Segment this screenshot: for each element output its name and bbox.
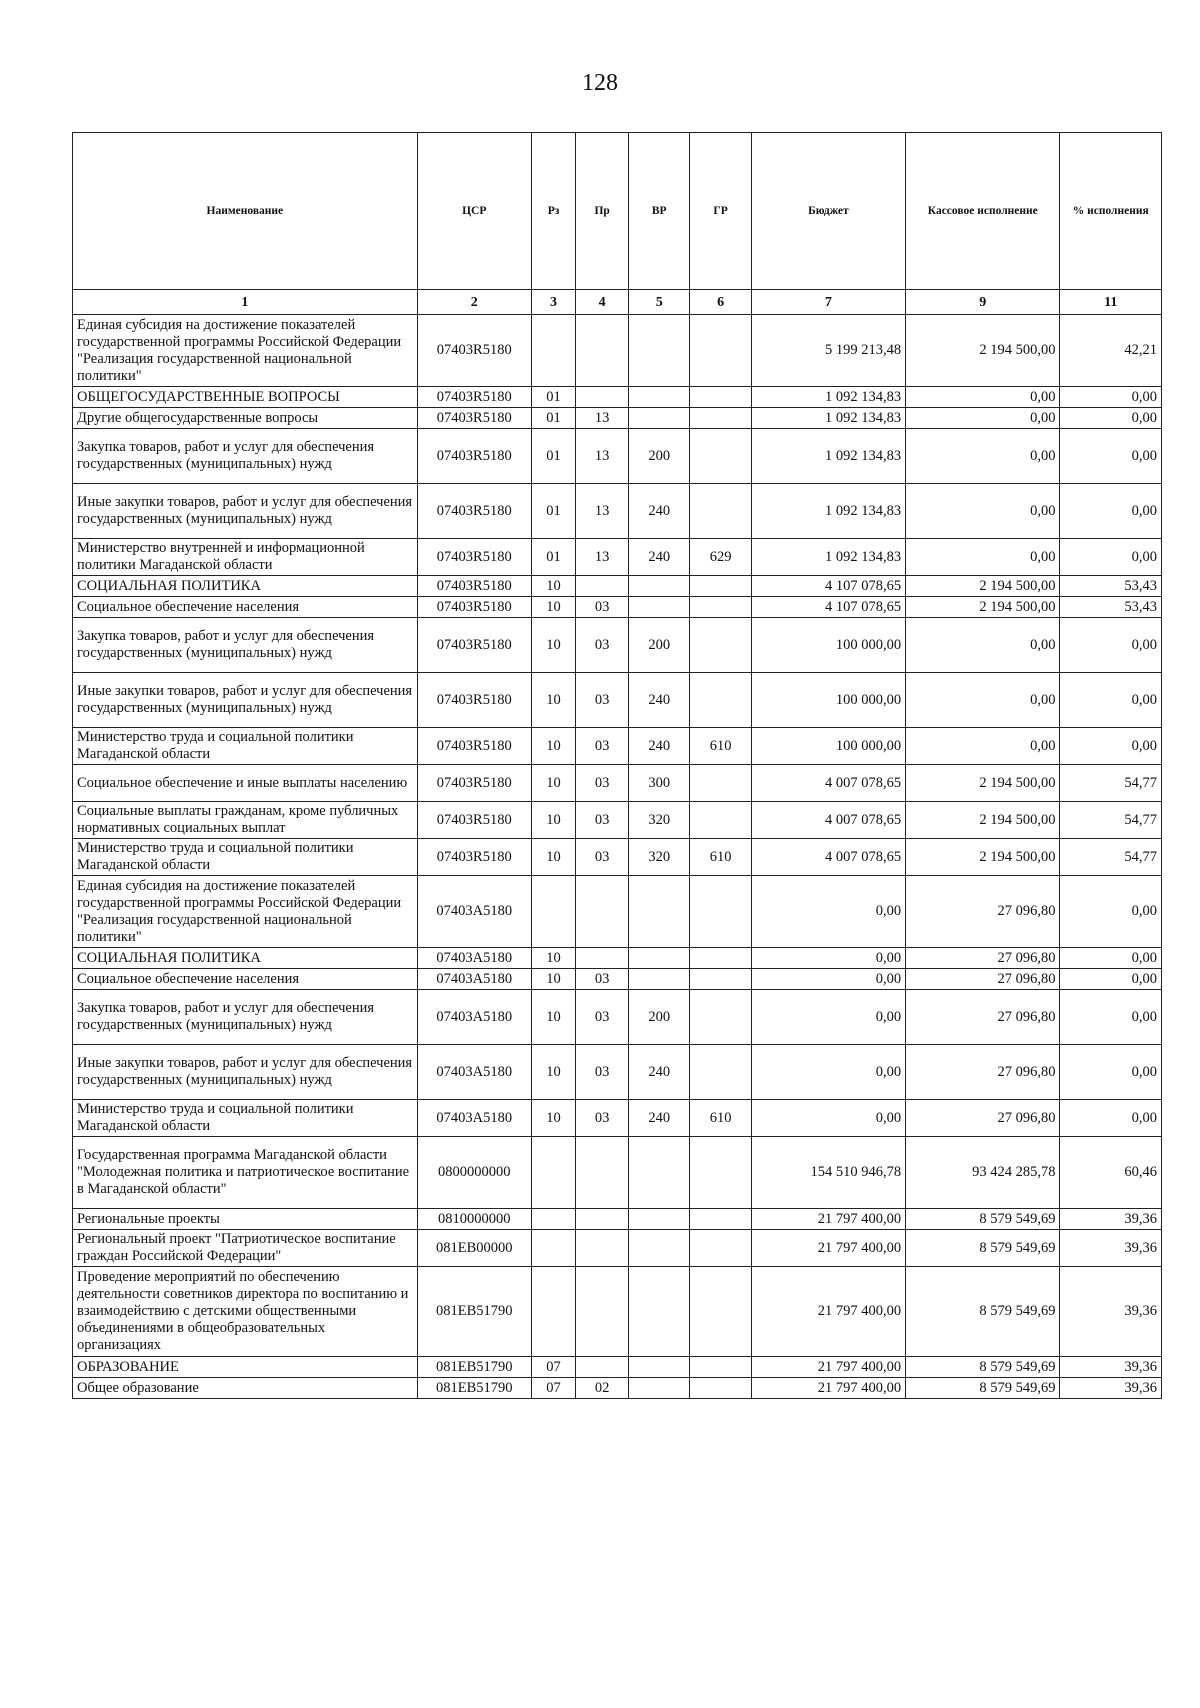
row-cash-execution: 27 096,80	[906, 876, 1060, 948]
row-pr	[576, 1357, 629, 1378]
row-percent: 53,43	[1060, 576, 1162, 597]
row-name: Иные закупки товаров, работ и услуг для обеспечения государственных (муниципальных) нужд	[73, 484, 418, 539]
row-budget: 5 199 213,48	[751, 315, 905, 387]
row-name: Единая субсидия на достижение показателей государственной программы Российской Федерации "Реализация государственной национальной политики"	[73, 315, 418, 387]
row-rz: 07	[531, 1357, 575, 1378]
row-percent: 60,46	[1060, 1137, 1162, 1209]
row-budget: 100 000,00	[751, 618, 905, 673]
row-pr	[576, 1267, 629, 1357]
row-budget: 4 007 078,65	[751, 839, 905, 876]
header-row	[73, 133, 1162, 290]
row-cash-execution: 2 194 500,00	[906, 576, 1060, 597]
row-cash-execution: 93 424 285,78	[906, 1137, 1060, 1209]
row-pr	[576, 876, 629, 948]
row-name: Министерство труда и социальной политики Магаданской области	[73, 839, 418, 876]
row-percent: 0,00	[1060, 484, 1162, 539]
page-number: 128	[582, 70, 618, 96]
row-rz: 10	[531, 728, 575, 765]
row-rz: 10	[531, 765, 575, 802]
row-name: Министерство труда и социальной политики Магаданской области	[73, 728, 418, 765]
row-vr	[629, 1378, 690, 1399]
row-name: Социальное обеспечение населения	[73, 597, 418, 618]
header-budget: Бюджет	[751, 133, 905, 290]
row-vr	[629, 387, 690, 408]
row-name: Государственная программа Магаданской области "Молодежная политика и патриотическое воспитание в Магаданской области"	[73, 1137, 418, 1209]
row-vr	[629, 969, 690, 990]
row-budget: 21 797 400,00	[751, 1209, 905, 1230]
row-vr	[629, 1230, 690, 1267]
row-cash-execution: 2 194 500,00	[906, 765, 1060, 802]
row-budget: 0,00	[751, 1100, 905, 1137]
row-cash-execution: 27 096,80	[906, 1100, 1060, 1137]
table-row	[73, 597, 1162, 618]
row-vr: 240	[629, 1045, 690, 1100]
table-row	[73, 484, 1162, 539]
header-name: Наименование	[73, 133, 418, 290]
table-row	[73, 948, 1162, 969]
row-gr	[690, 802, 751, 839]
row-vr	[629, 1209, 690, 1230]
row-percent: 53,43	[1060, 597, 1162, 618]
row-rz: 10	[531, 1045, 575, 1100]
column-number: 6	[690, 290, 751, 315]
row-name: ОБЩЕГОСУДАРСТВЕННЫЕ ВОПРОСЫ	[73, 387, 418, 408]
row-gr	[690, 1045, 751, 1100]
row-budget: 0,00	[751, 1045, 905, 1100]
row-pr: 13	[576, 429, 629, 484]
row-csr: 07403R5180	[417, 597, 531, 618]
row-budget: 21 797 400,00	[751, 1230, 905, 1267]
row-cash-execution: 27 096,80	[906, 1045, 1060, 1100]
table-row	[73, 728, 1162, 765]
row-gr	[690, 387, 751, 408]
row-pr: 03	[576, 802, 629, 839]
row-cash-execution: 0,00	[906, 673, 1060, 728]
row-csr: 07403A5180	[417, 876, 531, 948]
row-budget: 100 000,00	[751, 673, 905, 728]
row-rz: 01	[531, 387, 575, 408]
table-row	[73, 1209, 1162, 1230]
row-vr: 240	[629, 673, 690, 728]
row-cash-execution: 27 096,80	[906, 948, 1060, 969]
row-csr: 081EB00000	[417, 1230, 531, 1267]
column-number: 5	[629, 290, 690, 315]
row-percent: 0,00	[1060, 539, 1162, 576]
row-pr	[576, 948, 629, 969]
row-csr: 07403R5180	[417, 387, 531, 408]
row-budget: 0,00	[751, 990, 905, 1045]
row-rz	[531, 1267, 575, 1357]
row-name: Региональные проекты	[73, 1209, 418, 1230]
header-vr: ВР	[629, 133, 690, 290]
row-vr: 240	[629, 539, 690, 576]
header-gr: ГР	[690, 133, 751, 290]
row-vr: 320	[629, 802, 690, 839]
row-name: Закупка товаров, работ и услуг для обеспечения государственных (муниципальных) нужд	[73, 429, 418, 484]
row-gr	[690, 1209, 751, 1230]
column-number: 1	[73, 290, 418, 315]
table-row	[73, 408, 1162, 429]
header-percent-execution: % исполнения	[1060, 133, 1162, 290]
table-row	[73, 539, 1162, 576]
column-number: 9	[906, 290, 1060, 315]
row-budget: 4 007 078,65	[751, 802, 905, 839]
row-cash-execution: 2 194 500,00	[906, 315, 1060, 387]
row-vr	[629, 315, 690, 387]
row-name: Закупка товаров, работ и услуг для обеспечения государственных (муниципальных) нужд	[73, 990, 418, 1045]
row-cash-execution: 8 579 549,69	[906, 1209, 1060, 1230]
row-budget: 4 107 078,65	[751, 597, 905, 618]
row-name: Закупка товаров, работ и услуг для обеспечения государственных (муниципальных) нужд	[73, 618, 418, 673]
row-csr: 07403R5180	[417, 802, 531, 839]
row-pr: 03	[576, 1045, 629, 1100]
row-pr: 03	[576, 673, 629, 728]
row-vr	[629, 1137, 690, 1209]
row-pr: 03	[576, 969, 629, 990]
row-name: Социальные выплаты гражданам, кроме публичных нормативных социальных выплат	[73, 802, 418, 839]
row-cash-execution: 8 579 549,69	[906, 1378, 1060, 1399]
row-csr: 07403R5180	[417, 576, 531, 597]
row-budget: 1 092 134,83	[751, 539, 905, 576]
row-cash-execution: 8 579 549,69	[906, 1267, 1060, 1357]
row-rz: 10	[531, 948, 575, 969]
row-rz	[531, 876, 575, 948]
row-vr: 200	[629, 429, 690, 484]
row-percent: 39,36	[1060, 1267, 1162, 1357]
row-budget: 21 797 400,00	[751, 1357, 905, 1378]
row-name: Региональный проект "Патриотическое воспитание граждан Российской Федерации"	[73, 1230, 418, 1267]
row-percent: 0,00	[1060, 1100, 1162, 1137]
table-body	[73, 315, 1162, 1399]
row-gr	[690, 597, 751, 618]
header-rz: Рз	[531, 133, 575, 290]
row-pr	[576, 1209, 629, 1230]
row-gr	[690, 408, 751, 429]
row-name: Министерство труда и социальной политики Магаданской области	[73, 1100, 418, 1137]
row-percent: 54,77	[1060, 839, 1162, 876]
row-rz	[531, 1137, 575, 1209]
row-name: Единая субсидия на достижение показателей государственной программы Российской Федерации "Реализация государственной национальной политики"	[73, 876, 418, 948]
row-pr: 03	[576, 990, 629, 1045]
row-percent: 0,00	[1060, 429, 1162, 484]
table-row	[73, 618, 1162, 673]
table-row	[73, 429, 1162, 484]
table-row	[73, 1267, 1162, 1357]
row-gr	[690, 1230, 751, 1267]
row-gr: 610	[690, 1100, 751, 1137]
row-rz: 10	[531, 990, 575, 1045]
row-pr: 03	[576, 765, 629, 802]
column-number: 3	[531, 290, 575, 315]
table-row	[73, 969, 1162, 990]
row-budget: 100 000,00	[751, 728, 905, 765]
row-cash-execution: 2 194 500,00	[906, 802, 1060, 839]
row-vr	[629, 1267, 690, 1357]
row-name: ОБРАЗОВАНИЕ	[73, 1357, 418, 1378]
row-budget: 1 092 134,83	[751, 408, 905, 429]
table-row	[73, 1378, 1162, 1399]
row-gr	[690, 1378, 751, 1399]
row-percent: 54,77	[1060, 802, 1162, 839]
row-csr: 07403R5180	[417, 618, 531, 673]
row-rz: 01	[531, 408, 575, 429]
row-name: Иные закупки товаров, работ и услуг для обеспечения государственных (муниципальных) нужд	[73, 673, 418, 728]
row-gr	[690, 990, 751, 1045]
table-row	[73, 765, 1162, 802]
row-percent: 39,36	[1060, 1357, 1162, 1378]
row-percent: 0,00	[1060, 969, 1162, 990]
row-budget: 0,00	[751, 948, 905, 969]
row-pr	[576, 387, 629, 408]
row-budget: 1 092 134,83	[751, 387, 905, 408]
column-number: 4	[576, 290, 629, 315]
row-gr: 610	[690, 839, 751, 876]
row-cash-execution: 8 579 549,69	[906, 1357, 1060, 1378]
row-vr	[629, 876, 690, 948]
row-gr: 629	[690, 539, 751, 576]
table-row	[73, 576, 1162, 597]
row-vr: 200	[629, 618, 690, 673]
row-csr: 081EB51790	[417, 1357, 531, 1378]
row-budget: 4 007 078,65	[751, 765, 905, 802]
row-pr: 03	[576, 728, 629, 765]
table-row	[73, 1045, 1162, 1100]
row-cash-execution: 2 194 500,00	[906, 597, 1060, 618]
row-percent: 39,36	[1060, 1378, 1162, 1399]
row-csr: 07403A5180	[417, 990, 531, 1045]
row-cash-execution: 0,00	[906, 484, 1060, 539]
row-budget: 1 092 134,83	[751, 484, 905, 539]
row-vr: 200	[629, 990, 690, 1045]
row-rz	[531, 315, 575, 387]
column-number-row	[73, 290, 1162, 315]
row-csr: 07403A5180	[417, 969, 531, 990]
row-rz: 10	[531, 839, 575, 876]
row-cash-execution: 27 096,80	[906, 969, 1060, 990]
row-name: СОЦИАЛЬНАЯ ПОЛИТИКА	[73, 576, 418, 597]
row-budget: 4 107 078,65	[751, 576, 905, 597]
row-gr	[690, 1357, 751, 1378]
row-rz: 10	[531, 969, 575, 990]
row-vr	[629, 1357, 690, 1378]
row-gr	[690, 484, 751, 539]
row-rz: 10	[531, 1100, 575, 1137]
row-name: Проведение мероприятий по обеспечению деятельности советников директора по воспитанию и взаимодействию с детскими общественными объединениями в общеобразовательных организациях	[73, 1267, 418, 1357]
table-row	[73, 387, 1162, 408]
row-pr: 02	[576, 1378, 629, 1399]
row-percent: 0,00	[1060, 673, 1162, 728]
row-cash-execution: 8 579 549,69	[906, 1230, 1060, 1267]
row-pr: 13	[576, 539, 629, 576]
row-vr	[629, 576, 690, 597]
column-number: 11	[1060, 290, 1162, 315]
row-rz	[531, 1209, 575, 1230]
table-row	[73, 673, 1162, 728]
row-name: Социальное обеспечение населения	[73, 969, 418, 990]
row-csr: 07403R5180	[417, 765, 531, 802]
row-gr	[690, 765, 751, 802]
row-gr	[690, 948, 751, 969]
row-vr: 240	[629, 1100, 690, 1137]
row-gr	[690, 1267, 751, 1357]
row-csr: 07403A5180	[417, 1045, 531, 1100]
row-gr	[690, 876, 751, 948]
row-cash-execution: 0,00	[906, 618, 1060, 673]
row-vr	[629, 948, 690, 969]
row-cash-execution: 0,00	[906, 728, 1060, 765]
table-row	[73, 802, 1162, 839]
row-vr: 240	[629, 484, 690, 539]
row-cash-execution: 2 194 500,00	[906, 839, 1060, 876]
row-cash-execution: 0,00	[906, 387, 1060, 408]
row-cash-execution: 0,00	[906, 539, 1060, 576]
row-gr	[690, 618, 751, 673]
table-row	[73, 1100, 1162, 1137]
row-percent: 54,77	[1060, 765, 1162, 802]
row-pr: 13	[576, 408, 629, 429]
row-rz: 07	[531, 1378, 575, 1399]
table-row	[73, 876, 1162, 948]
row-csr: 07403R5180	[417, 408, 531, 429]
row-percent: 39,36	[1060, 1230, 1162, 1267]
row-rz: 10	[531, 618, 575, 673]
row-csr: 081EB51790	[417, 1378, 531, 1399]
row-percent: 0,00	[1060, 876, 1162, 948]
row-budget: 0,00	[751, 969, 905, 990]
row-pr	[576, 1137, 629, 1209]
row-pr: 03	[576, 597, 629, 618]
row-vr: 300	[629, 765, 690, 802]
row-percent: 0,00	[1060, 728, 1162, 765]
row-rz: 01	[531, 539, 575, 576]
table-row	[73, 990, 1162, 1045]
row-gr: 610	[690, 728, 751, 765]
row-name: Министерство внутренней и информационной политики Магаданской области	[73, 539, 418, 576]
row-csr: 07403R5180	[417, 728, 531, 765]
row-csr: 07403R5180	[417, 484, 531, 539]
row-name: Социальное обеспечение и иные выплаты населению	[73, 765, 418, 802]
row-percent: 0,00	[1060, 948, 1162, 969]
row-name: СОЦИАЛЬНАЯ ПОЛИТИКА	[73, 948, 418, 969]
header-cash-execution: Кассовое исполнение	[906, 133, 1060, 290]
row-gr	[690, 576, 751, 597]
table-row	[73, 839, 1162, 876]
row-pr: 03	[576, 1100, 629, 1137]
row-percent: 42,21	[1060, 315, 1162, 387]
row-pr	[576, 315, 629, 387]
row-rz: 10	[531, 802, 575, 839]
row-cash-execution: 0,00	[906, 429, 1060, 484]
row-percent: 0,00	[1060, 1045, 1162, 1100]
header-csr: ЦСР	[417, 133, 531, 290]
row-budget: 21 797 400,00	[751, 1267, 905, 1357]
row-gr	[690, 429, 751, 484]
column-number: 7	[751, 290, 905, 315]
row-csr: 07403A5180	[417, 1100, 531, 1137]
row-pr: 13	[576, 484, 629, 539]
row-budget: 1 092 134,83	[751, 429, 905, 484]
row-gr	[690, 969, 751, 990]
row-name: Другие общегосударственные вопросы	[73, 408, 418, 429]
row-name: Иные закупки товаров, работ и услуг для обеспечения государственных (муниципальных) нужд	[73, 1045, 418, 1100]
row-csr: 07403R5180	[417, 673, 531, 728]
row-budget: 0,00	[751, 876, 905, 948]
row-rz: 01	[531, 484, 575, 539]
row-pr	[576, 576, 629, 597]
row-budget: 21 797 400,00	[751, 1378, 905, 1399]
row-cash-execution: 27 096,80	[906, 990, 1060, 1045]
row-pr: 03	[576, 839, 629, 876]
row-pr: 03	[576, 618, 629, 673]
row-csr: 0810000000	[417, 1209, 531, 1230]
budget-execution-table	[72, 132, 1162, 1399]
row-percent: 0,00	[1060, 408, 1162, 429]
row-name: Общее образование	[73, 1378, 418, 1399]
row-percent: 0,00	[1060, 618, 1162, 673]
row-percent: 39,36	[1060, 1209, 1162, 1230]
row-percent: 0,00	[1060, 990, 1162, 1045]
row-gr	[690, 673, 751, 728]
row-vr	[629, 597, 690, 618]
row-csr: 07403R5180	[417, 429, 531, 484]
row-csr: 0800000000	[417, 1137, 531, 1209]
row-pr	[576, 1230, 629, 1267]
row-rz: 01	[531, 429, 575, 484]
row-vr: 320	[629, 839, 690, 876]
row-rz: 10	[531, 576, 575, 597]
row-rz: 10	[531, 673, 575, 728]
row-cash-execution: 0,00	[906, 408, 1060, 429]
table-row	[73, 1357, 1162, 1378]
row-vr: 240	[629, 728, 690, 765]
row-percent: 0,00	[1060, 387, 1162, 408]
row-rz	[531, 1230, 575, 1267]
row-gr	[690, 1137, 751, 1209]
row-rz: 10	[531, 597, 575, 618]
row-csr: 07403R5180	[417, 839, 531, 876]
row-vr	[629, 408, 690, 429]
row-csr: 07403A5180	[417, 948, 531, 969]
table-row	[73, 315, 1162, 387]
row-csr: 081EB51790	[417, 1267, 531, 1357]
row-csr: 07403R5180	[417, 539, 531, 576]
row-gr	[690, 315, 751, 387]
table-row	[73, 1230, 1162, 1267]
table-row	[73, 1137, 1162, 1209]
row-budget: 154 510 946,78	[751, 1137, 905, 1209]
header-pr: Пр	[576, 133, 629, 290]
column-number: 2	[417, 290, 531, 315]
row-csr: 07403R5180	[417, 315, 531, 387]
